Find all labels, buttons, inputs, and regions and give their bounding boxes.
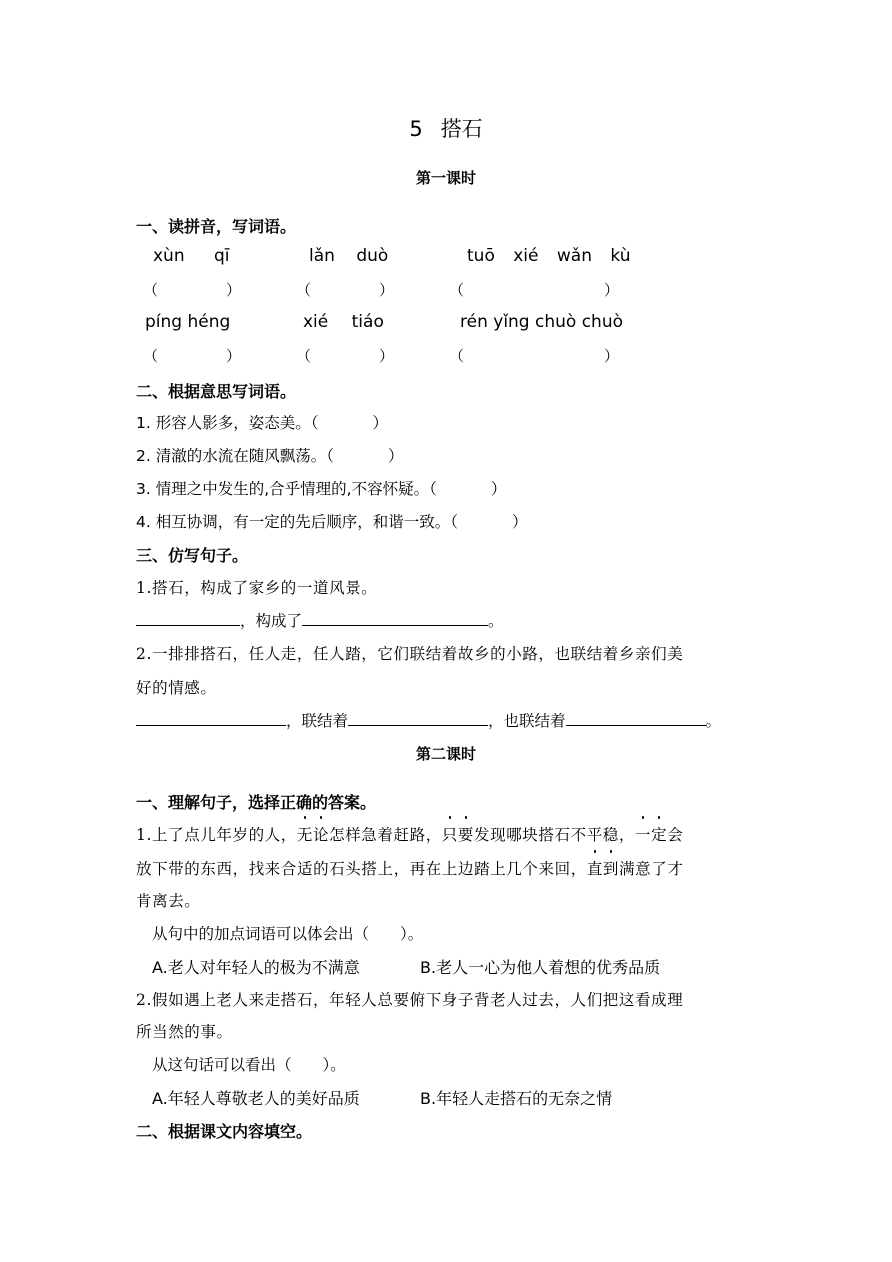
question-2-line2: 所当然的事。 — [136, 1023, 233, 1041]
pinyin-4: píng héng — [145, 312, 231, 332]
question-1-option-a[interactable]: A.老人对年轻人的极为不满意 — [152, 958, 360, 977]
pinyin-3: tuō xié wǎn kù — [467, 246, 631, 266]
lesson1-heading: 第一课时 — [415, 169, 476, 187]
fill-blank[interactable] — [566, 711, 706, 726]
fill-blank[interactable] — [136, 711, 286, 726]
question-1-line2: 放下带的东西，找来合适的石头搭上，再在上边踏上几个来回，直到 满意了才 — [136, 857, 683, 879]
question-1-line1: 1.上了点儿年岁的人，无论 怎样急着赶路，只要 发现哪块搭石不平稳，一定 会 — [136, 823, 683, 845]
answer-box-4[interactable]: （ ） — [143, 347, 242, 365]
l2-section2-heading: 二、根据课文内容填空。 — [136, 1122, 313, 1141]
question-1-prompt: 从句中的加点词语可以体会出（ ）。 — [152, 925, 424, 943]
pinyin-1: xùn qī — [153, 246, 230, 266]
page-title — [0, 113, 892, 143]
answer-box-6[interactable]: （ ） — [449, 347, 620, 365]
dotted-word-zhiyao: 只要 — [442, 823, 474, 845]
question-2-option-b[interactable]: B.年轻人走搭石的无奈之情 — [420, 1089, 613, 1108]
definition-item-1: 1. 形容人影多，姿态美。（ ） — [136, 414, 389, 432]
pinyin-2: lǎn duò — [309, 246, 389, 266]
definition-item-2: 2. 清澈的水流在随风飘荡。（ ） — [136, 447, 404, 465]
imitation-sentence-1: 1.搭石，构成了家乡的一道风景。 — [136, 579, 378, 597]
lesson2-heading: 第二课时 — [415, 745, 476, 763]
l1-section2-heading: 二、根据意思写词语。 — [136, 382, 297, 401]
question-1-option-b[interactable]: B.老人一心为他人着想的优秀品质 — [420, 958, 661, 977]
definition-item-3: 3. 情理之中发生的,合乎情理的,不容怀疑。（ ） — [136, 480, 507, 498]
imitation-sentence-2-line1: 2.一排排搭石，任人走，任人踏，它们联结着故乡的小路，也联结着乡亲们美 — [136, 645, 684, 663]
dotted-word-yiding: 一定 — [635, 823, 667, 845]
answer-box-1[interactable]: （ ） — [143, 281, 242, 299]
fill-blank[interactable] — [348, 711, 488, 726]
l1-section1-heading: 一、读拼音，写词语。 — [136, 217, 297, 236]
dotted-word-wulun: 无论 — [297, 823, 329, 845]
question-2-line1: 2.假如遇上老人来走搭石，年轻人总要俯下身子背老人过去，人们把这看成理 — [136, 991, 684, 1009]
answer-box-3[interactable]: （ ） — [449, 281, 620, 299]
lesson-title: 搭石 — [440, 117, 483, 141]
fill-blank[interactable] — [302, 611, 488, 626]
question-1-line3: 肯离去。 — [136, 892, 201, 910]
lesson-number: 5 — [409, 117, 423, 141]
question-2-option-a[interactable]: A.年轻人尊敬老人的美好品质 — [152, 1089, 360, 1108]
answer-box-2[interactable]: （ ） — [296, 281, 395, 299]
pinyin-6: rén yǐng chuò chuò — [460, 312, 624, 332]
imitation-fill-2: ，联结着 ，也联结着 。 — [136, 709, 721, 731]
question-2-prompt: 从这句话可以看出（ ）。 — [152, 1056, 346, 1074]
l1-section3-heading: 三、仿写句子。 — [136, 546, 249, 565]
fill-blank[interactable] — [136, 611, 240, 626]
imitation-sentence-2-line2: 好的情感。 — [136, 679, 217, 697]
l2-section1-heading: 一、理解句子，选择正确的答案。 — [136, 793, 377, 812]
definition-item-4: 4. 相互协调，有一定的先后顺序，和谐一致。（ ） — [136, 513, 528, 531]
pinyin-5: xié tiáo — [303, 312, 384, 332]
answer-box-5[interactable]: （ ） — [296, 347, 395, 365]
dotted-word-zhidao: 直到 — [587, 857, 619, 879]
imitation-fill-1: ，构成了 。 — [136, 609, 504, 631]
